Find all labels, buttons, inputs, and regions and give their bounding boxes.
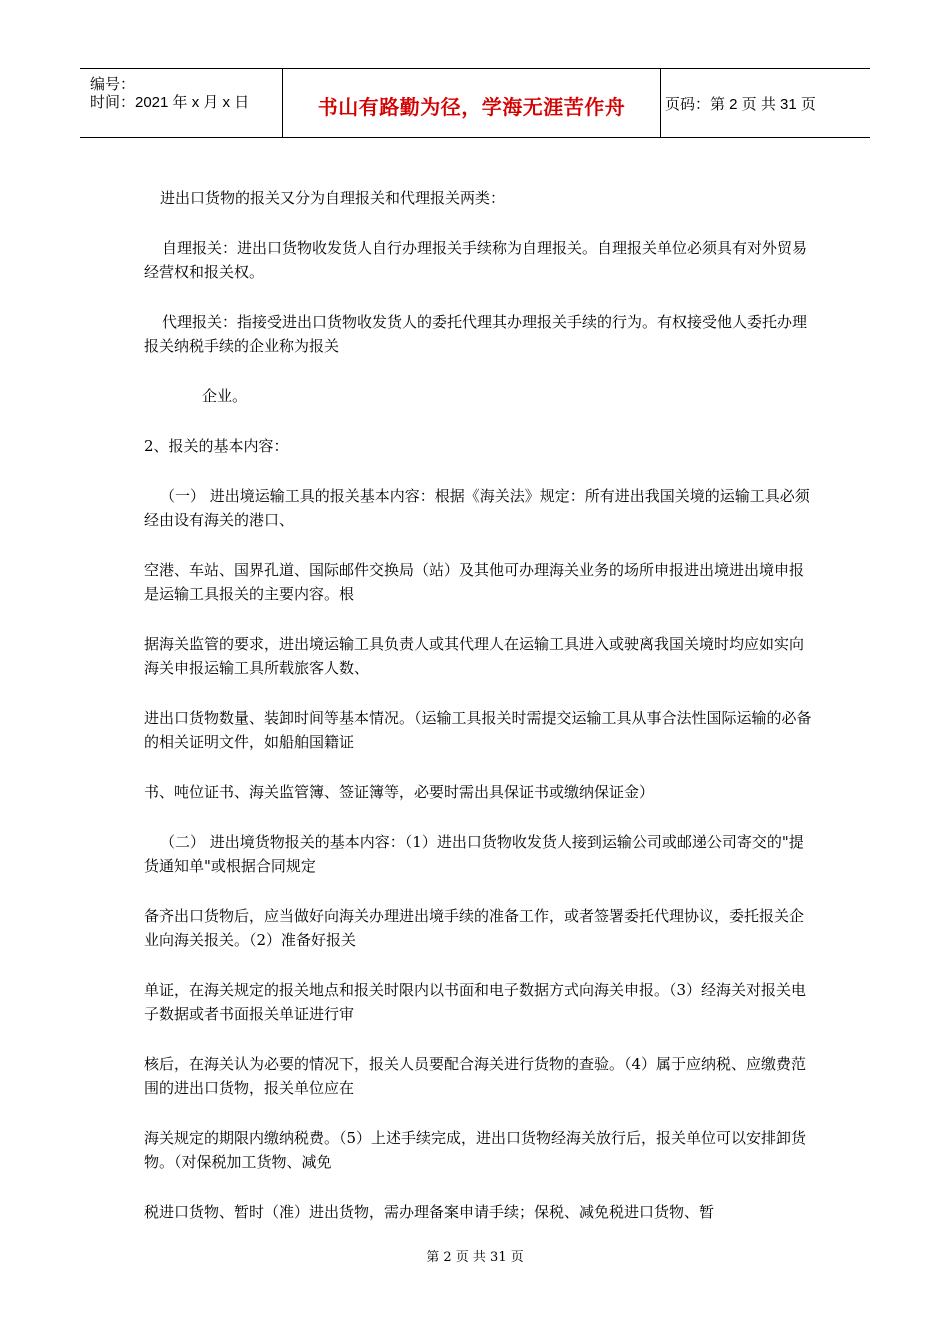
paragraph: 空港、车站、国界孔道、国际邮件交换局（站）及其他可办理海关业务的场所申报进出境进出境申报是运输工具报关的主要内容。根 xyxy=(144,561,805,603)
paragraph: 据海关监管的要求，进出境运输工具负责人或其代理人在运输工具进入或驶离我国关境时均应如实向海关申报运输工具所载旅客人数、 xyxy=(144,635,805,677)
paragraph: 税进口货物、暂时（准）进出货物，需办理备案申请手续；保税、减免税进口货物、暂 xyxy=(144,1203,715,1221)
paragraph: 2、报关的基本内容： xyxy=(144,437,289,455)
header-meta-cell xyxy=(80,69,283,137)
paragraph: 核后，在海关认为必要的情况下，报关人员要配合海关进行货物的查验。（4）属于应纳税、应缴费范围的进出口货物，报关单位应在 xyxy=(144,1055,807,1097)
paragraph: 海关规定的期限内缴纳税费。（5）上述手续完成，进出口货物经海关放行后，报关单位可以安排卸货物。（对保税加工货物、减免 xyxy=(144,1129,807,1171)
paragraph: 进出口货物的报关又分为自理报关和代理报关两类： xyxy=(160,189,506,207)
paragraph: 自理报关：进出口货物收发货人自行办理报关手续称为自理报关。自理报关单位必须具有对外贸易经营权和报关权。 xyxy=(144,239,808,281)
paragraph: 企业。 xyxy=(202,387,248,405)
paragraph: 单证，在海关规定的报关地点和报关时限内以书面和电子数据方式向海关申报。（3）经海关对报关电子数据或者书面报关单证进行审 xyxy=(144,981,807,1023)
time-label: 时间：2021 年 x 月 x 日 xyxy=(90,94,250,111)
page-info: 页码：第 2 页 共 31 页 xyxy=(665,96,816,113)
page-footer: 第 2 页 共 31 页 xyxy=(426,1250,524,1265)
paragraph: 备齐出口货物后，应当做好向海关办理进出境手续的准备工作，或者签署委托代理协议，委托报关企业向海关报关。（2）准备好报关 xyxy=(144,907,805,949)
header-page-cell xyxy=(661,69,870,137)
page-header xyxy=(80,68,870,138)
paragraph: 代理报关：指接受进出口货物收发货人的委托代理其办理报关手续的行为。有权接受他人委托办理报关纳税手续的企业称为报关 xyxy=(144,313,808,355)
header-motto-cell xyxy=(283,69,661,137)
paragraph: 书、吨位证书、海关监管簿、签证簿等，必要时需出具保证书或缴纳保证金） xyxy=(144,783,655,801)
motto: 书山有路勤为径，学海无涯苦作舟 xyxy=(317,95,626,119)
number-label: 编号： xyxy=(90,76,136,93)
paragraph: （一） 进出境运输工具的报关基本内容：根据《海关法》规定：所有进出我国关境的运输工具必须经由设有海关的港口、 xyxy=(144,487,810,529)
paragraph: （二） 进出境货物报关的基本内容：（1）进出口货物收发货人接到运输公司或邮递公司寄交的"提货通知单"或根据合同规定 xyxy=(144,833,804,875)
paragraph: 进出口货物数量、装卸时间等基本情况。（运输工具报关时需提交运输工具从事合法性国际运输的必备的相关证明文件，如船舶国籍证 xyxy=(144,709,812,751)
